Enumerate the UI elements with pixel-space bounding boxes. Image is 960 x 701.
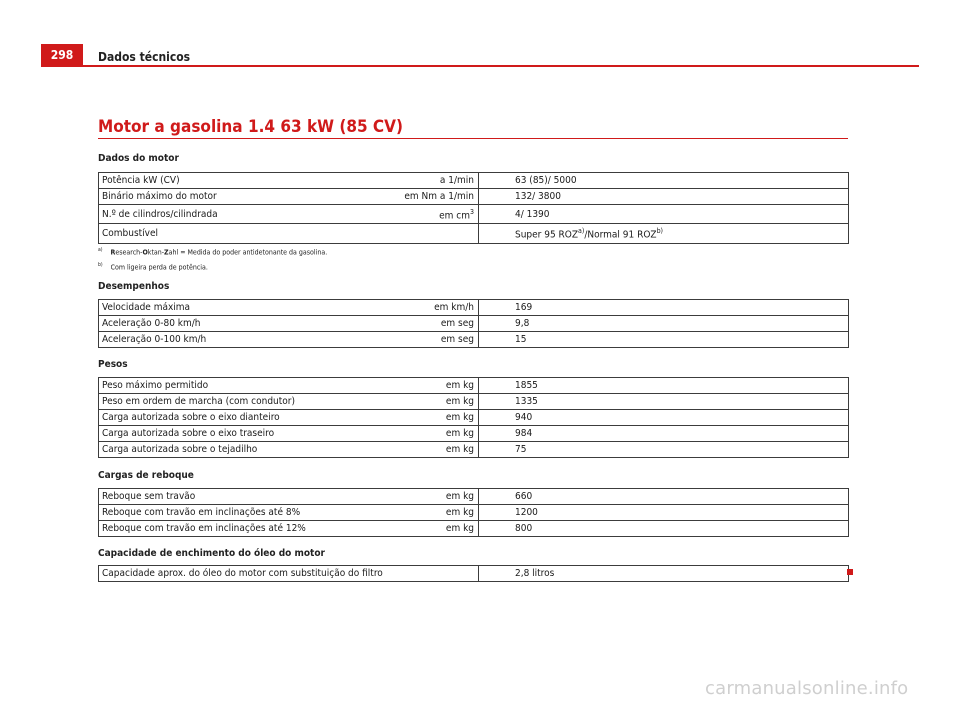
row-unit: em kg [379, 489, 479, 505]
row-label: Combustível [99, 224, 379, 243]
table-row [99, 521, 849, 537]
oleo-table [98, 565, 849, 582]
reboque-heading: Cargas de reboque [98, 470, 194, 481]
row-unit: em kg [379, 410, 479, 426]
row-label: Potência kW (CV) [99, 173, 379, 189]
row-value: 2,8 litros [479, 566, 849, 582]
footnote-ref-a: a) [578, 227, 585, 236]
row-value [479, 224, 849, 243]
row-label: Reboque com travão em inclinações até 8% [99, 505, 379, 521]
table-row [99, 394, 849, 410]
motor-heading: Dados do motor [98, 153, 179, 164]
row-unit: a 1/min [379, 173, 479, 189]
table-row [99, 378, 849, 394]
row-value: 660 [479, 489, 849, 505]
row-unit [379, 224, 479, 243]
row-value: 940 [479, 410, 849, 426]
page-title: Motor a gasolina 1.4 63 kW (85 CV) [98, 117, 403, 137]
row-unit: em seg [379, 332, 479, 348]
row-value: 4/ 1390 [479, 205, 849, 224]
footnote-mark: b) [98, 262, 103, 269]
table-row [99, 316, 849, 332]
row-value: 15 [479, 332, 849, 348]
table-row [99, 426, 849, 442]
row-label: Binário máximo do motor [99, 189, 379, 205]
row-unit: em kg [379, 442, 479, 458]
table-row [99, 189, 849, 205]
table-row [99, 489, 849, 505]
row-label: Carga autorizada sobre o tejadilho [99, 442, 379, 458]
row-unit: em kg [379, 505, 479, 521]
row-value: 1200 [479, 505, 849, 521]
row-unit: em Nm a 1/min [379, 189, 479, 205]
desempenhos-heading: Desempenhos [98, 281, 170, 292]
footnote-rest: ahl = Medida do poder antidetonante da gasolina. [168, 248, 328, 257]
row-value: 800 [479, 521, 849, 537]
table-row [99, 505, 849, 521]
footnote-o: O [142, 248, 148, 257]
footnote-ktan: ktan- [147, 248, 165, 257]
row-value: 984 [479, 426, 849, 442]
table-row [99, 566, 849, 582]
table-row [99, 300, 849, 316]
row-label: Reboque sem travão [99, 489, 379, 505]
unit-text: em cm [439, 210, 470, 222]
row-label: Reboque com travão em inclinações até 12% [99, 521, 379, 537]
pesos-table [98, 377, 849, 458]
table-row [99, 205, 849, 224]
row-label: Peso máximo permitido [99, 378, 379, 394]
unit-superscript: 3 [469, 208, 474, 216]
table-row [99, 442, 849, 458]
footnote-ref-b: b) [656, 227, 664, 236]
row-unit: em seg [379, 316, 479, 332]
fuel-super: Super 95 ROZ [515, 229, 579, 241]
footnote-a [98, 244, 327, 259]
row-label: Peso em ordem de marcha (com condutor) [99, 394, 379, 410]
row-unit: em kg [379, 394, 479, 410]
footnote-b [98, 259, 327, 274]
footnote-esearch: esearch- [115, 248, 143, 257]
motor-table [98, 172, 849, 244]
reboque-table [98, 488, 849, 537]
row-value: 169 [479, 300, 849, 316]
row-unit: em kg [379, 378, 479, 394]
row-label: Carga autorizada sobre o eixo dianteiro [99, 410, 379, 426]
page-number: 298 [41, 44, 83, 66]
footnote-z: Z [164, 248, 169, 257]
watermark: carmanualsonline.info [705, 678, 909, 699]
row-value: 75 [479, 442, 849, 458]
fuel-normal: /Normal 91 ROZ [584, 229, 657, 241]
row-label: N.º de cilindros/cilindrada [99, 205, 379, 224]
row-unit: em kg [379, 426, 479, 442]
row-label: Carga autorizada sobre o eixo traseiro [99, 426, 379, 442]
title-rule [98, 138, 848, 139]
section-title: Dados técnicos [98, 50, 191, 64]
table-row [99, 224, 849, 243]
table-row [99, 410, 849, 426]
section-end-marker [847, 569, 853, 575]
table-row [99, 173, 849, 189]
footnote-mark: a) [98, 247, 103, 253]
row-value: 1855 [479, 378, 849, 394]
row-label: Aceleração 0-80 km/h [99, 316, 379, 332]
row-unit [379, 205, 479, 224]
oleo-heading: Capacidade de enchimento do óleo do motor [98, 548, 325, 559]
row-value: 63 (85)/ 5000 [479, 173, 849, 189]
row-unit: em km/h [379, 300, 479, 316]
footnote-text: Com ligeira perda de potência. [110, 263, 208, 272]
header-rule [41, 65, 919, 67]
row-unit: em kg [379, 521, 479, 537]
row-label: Aceleração 0-100 km/h [99, 332, 379, 348]
row-label: Capacidade aprox. do óleo do motor com substituição do filtro [99, 566, 479, 582]
row-value: 9,8 [479, 316, 849, 332]
table-row [99, 332, 849, 348]
footnote-r: R [110, 248, 116, 257]
desempenhos-table [98, 299, 849, 348]
row-value: 132/ 3800 [479, 189, 849, 205]
pesos-heading: Pesos [98, 359, 128, 370]
row-label: Velocidade máxima [99, 300, 379, 316]
footnotes [98, 244, 327, 275]
row-value: 1335 [479, 394, 849, 410]
